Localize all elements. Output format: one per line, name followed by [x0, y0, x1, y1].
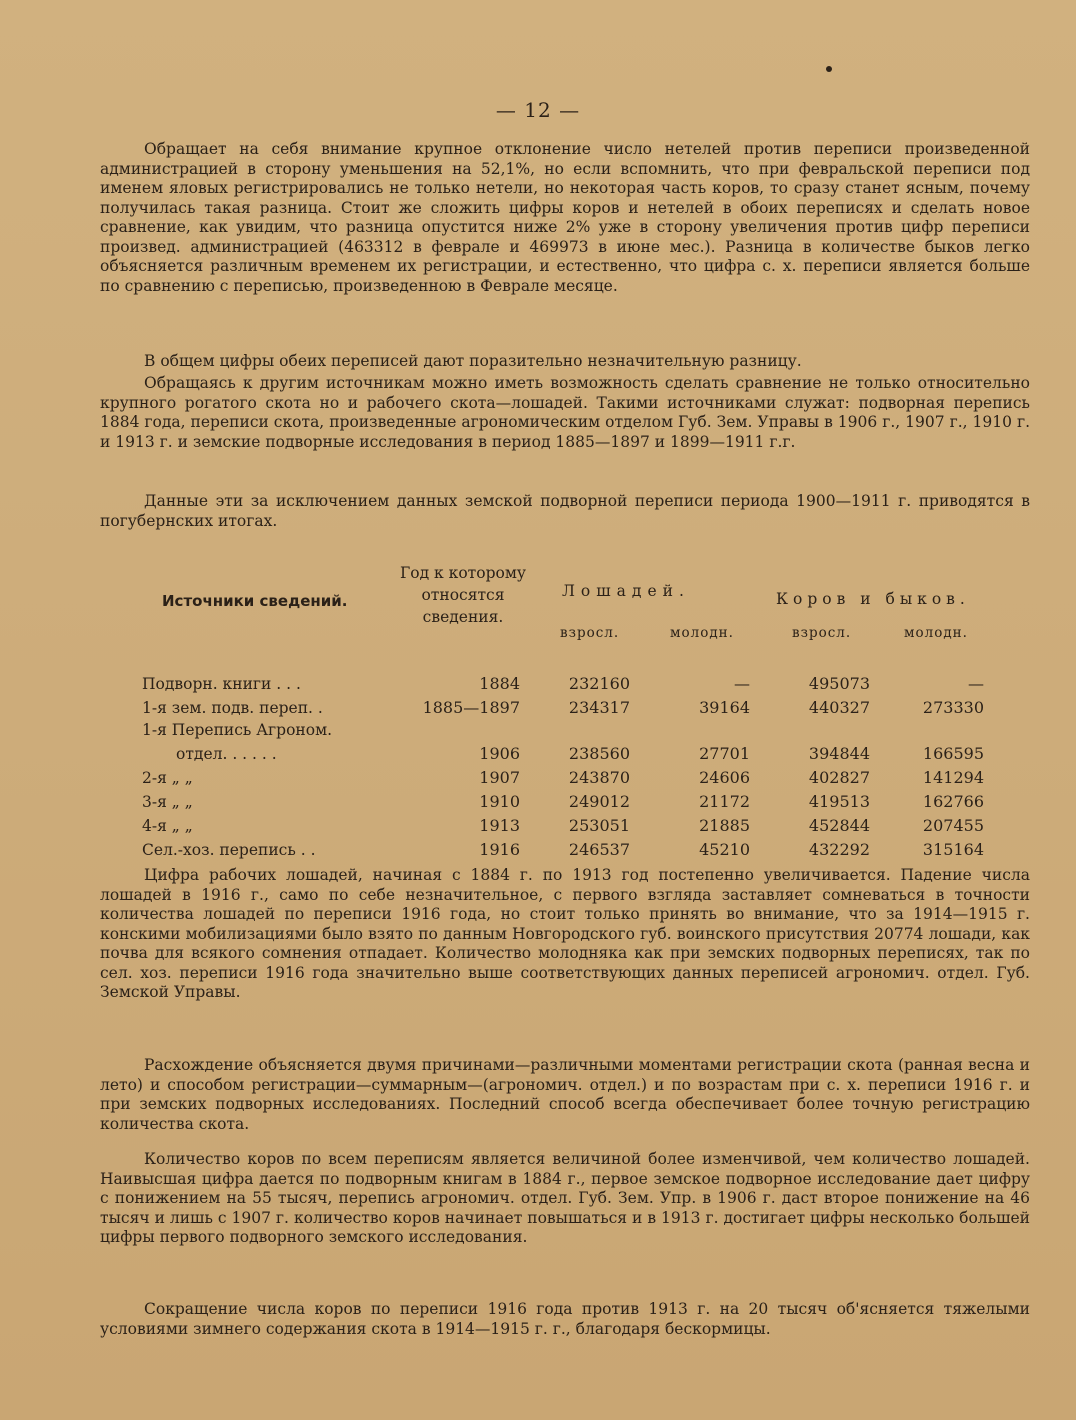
cell-source: 1-я зем. подв. переп. .: [142, 699, 323, 717]
cell-year: 1916: [479, 840, 520, 859]
cell-source: 4-я „ „: [142, 817, 193, 835]
table-row: [140, 814, 1020, 838]
header-horses: Лошадей.: [562, 582, 690, 600]
paragraph-text: Сокращение числа коров по переписи 1916 года против 1913 г. на 20 тысяч об'ясняется тяжелыми условиями зимнего содержания скота в 1914—1915 г. г., благодаря бескормицы.: [100, 1300, 1030, 1338]
header-cows-young: молодн.: [904, 625, 968, 641]
table-row: [140, 672, 1020, 696]
table-row: [140, 696, 1020, 720]
cell-cows-adult: 440327: [808, 698, 870, 717]
paragraph-text: Данные эти за исключением данных земской подворной переписи периода 1900—1911 г. приводятся в погубернских итогах.: [100, 492, 1030, 530]
cell-horses-adult: 243870: [568, 768, 630, 787]
table-row: [140, 742, 1020, 766]
table-row: [140, 790, 1020, 814]
paragraph-7: [100, 1150, 1030, 1248]
cell-horses-adult: 246537: [568, 840, 630, 859]
table-row: [140, 838, 1020, 862]
cell-cows-adult: 394844: [808, 744, 870, 763]
cell-cows-adult: 419513: [808, 792, 870, 811]
paragraph-6: [100, 1056, 1030, 1134]
cell-cows-young: 315164: [922, 840, 984, 859]
cell-horses-young: 45210: [699, 840, 750, 859]
paragraph-3: [100, 374, 1030, 452]
cell-source: отдел. . . . . .: [176, 745, 277, 763]
paragraph-1: [100, 140, 1030, 296]
cell-source: 1-я Перепись Агроном.: [142, 721, 333, 739]
cell-source: Сел.-хоз. перепись . .: [142, 841, 316, 859]
header-cows: Коров и быков.: [776, 590, 970, 608]
paragraph-text: Цифра рабочих лошадей, начиная с 1884 г. по 1913 год постепенно увеличивается. Падение числа лошадей в 1916 г., само по себе незначительное, с первого взгляда заставляет сомневаться в точности количества лошадей по переписи 1916 года, но стоит только принять во внимание, что за 1914—1915 г. конскими мобилизациями было взято по данным Новгородского губ. воинского присутствия 20774 лошади, как почва для всякого сомнения отпадает. Количество молодняка как при земских подворных переписях, так по сел. хоз. переписи 1916 года значительно выше соответствующих данных переписей агрономич. отдел. Губ. Земской Управы.: [100, 866, 1030, 1001]
cell-horses-adult: 238560: [568, 744, 630, 763]
livestock-table: [140, 560, 1020, 870]
paragraph-8: [100, 1300, 1030, 1339]
cell-horses-young: 21172: [699, 792, 750, 811]
header-source: Источники сведений.: [162, 592, 348, 610]
paragraph-text: Обращает на себя внимание крупное отклонение число нетелей против переписи произведенной администрацией в сторону уменьшения на 52,1%, но если вспомнить, что при февральской переписи под именем яловых регистрировались не только нетели, но некоторая часть коров, то сразу станет ясным, почему получилась такая разница. Стоит же сложить цифры коров и нетелей в обоих переписях и сделать новое сравнение, как увидим, что разница опустится ниже 2% уже в сторону увеличения против цифр переписи произвед. администрацией (463312 в феврале и 469973 в июне мес.). Разница в количестве быков легко объясняется различным временем их регистрации, и естественно, что цифра с. х. переписи является больше по сравнению с переписью, произведенною в Феврале месяце.: [100, 140, 1030, 295]
page-number: — 12 —: [495, 98, 581, 122]
cell-year: 1906: [479, 744, 520, 763]
cell-horses-young: 39164: [699, 698, 750, 717]
paragraph-text: В общем цифры обеих переписей дают поразительно незначительную разницу.: [144, 352, 802, 370]
cell-horses-young: 24606: [699, 768, 750, 787]
cell-cows-young: 273330: [922, 698, 984, 717]
paragraph-text: Количество коров по всем переписям является величиной более изменчивой, чем количество лошадей. Наивысшая цифра дается по подворным книгам в 1884 г., первое земское подворное исследование дает цифру с понижением на 55 тысяч, перепись агрономич. отдел. Губ. Зем. Упр. в 1906 г. даст второе понижение на 46 тысяч и лишь с 1907 г. количество коров начинает повышаться и в 1913 г. достигает цифры несколько большей цифры первого подворного земского исследования.: [100, 1150, 1030, 1246]
cell-horses-adult: 253051: [568, 816, 630, 835]
ink-speck: [826, 66, 832, 72]
cell-cows-adult: 402827: [808, 768, 870, 787]
header-cows-adult: взросл.: [792, 625, 852, 641]
cell-year: 1884: [479, 674, 520, 693]
cell-cows-adult: 432292: [808, 840, 870, 859]
cell-source: 2-я „ „: [142, 769, 193, 787]
cell-horses-adult: 234317: [568, 698, 630, 717]
cell-cows-young: 162766: [922, 792, 984, 811]
header-horses-adult: взросл.: [560, 625, 620, 641]
paragraph-5: [100, 866, 1030, 1003]
cell-cows-adult: 452844: [808, 816, 870, 835]
cell-year: 1910: [479, 792, 520, 811]
cell-horses-adult: 249012: [568, 792, 630, 811]
paragraph-4: [100, 492, 1030, 531]
cell-year: 1907: [479, 768, 520, 787]
cell-horses-young: 27701: [699, 744, 750, 763]
cell-year: 1913: [479, 816, 520, 835]
cell-cows-adult: 495073: [808, 674, 870, 693]
cell-horses-young: 21885: [699, 816, 750, 835]
cell-source: Подворн. книги . . .: [142, 675, 301, 693]
cell-horses-young: —: [734, 674, 750, 693]
paragraph-text: Расхождение объясняется двумя причинами—различными моментами регистрации скота (ранная весна и лето) и способом регистрации—суммарным—(агрономич. отдел.) и по возрастам при с. х. переписи 1916 г. и при земских подворных исследованиях. Последний способ всегда обеспечивает более точную регистрацию количества скота.: [100, 1056, 1030, 1133]
cell-source: 3-я „ „: [142, 793, 193, 811]
cell-cows-young: 207455: [922, 816, 984, 835]
header-horses-young: молодн.: [670, 625, 734, 641]
cell-year: 1885—1897: [422, 698, 520, 717]
cell-cows-young: 141294: [922, 768, 984, 787]
table-row: [140, 766, 1020, 790]
cell-cows-young: —: [968, 674, 984, 693]
paragraph-2: [100, 352, 1030, 372]
cell-horses-adult: 232160: [568, 674, 630, 693]
paragraph-text: Обращаясь к другим источникам можно иметь возможность сделать сравнение не только относительно крупного рогатого скота но и рабочего скота—лошадей. Такими источниками служат: подворная перепись 1884 года, переписи скота, произведенные агрономическим отделом Губ. Зем. Управы в 1906 г., 1907 г., 1910 г. и 1913 г. и земские подворные исследования в период 1885—1897 и 1899—1911 г.г.: [100, 374, 1030, 451]
header-year: Год к которому относятся сведения.: [399, 564, 527, 626]
cell-cows-young: 166595: [922, 744, 984, 763]
table-row: [140, 718, 1020, 742]
